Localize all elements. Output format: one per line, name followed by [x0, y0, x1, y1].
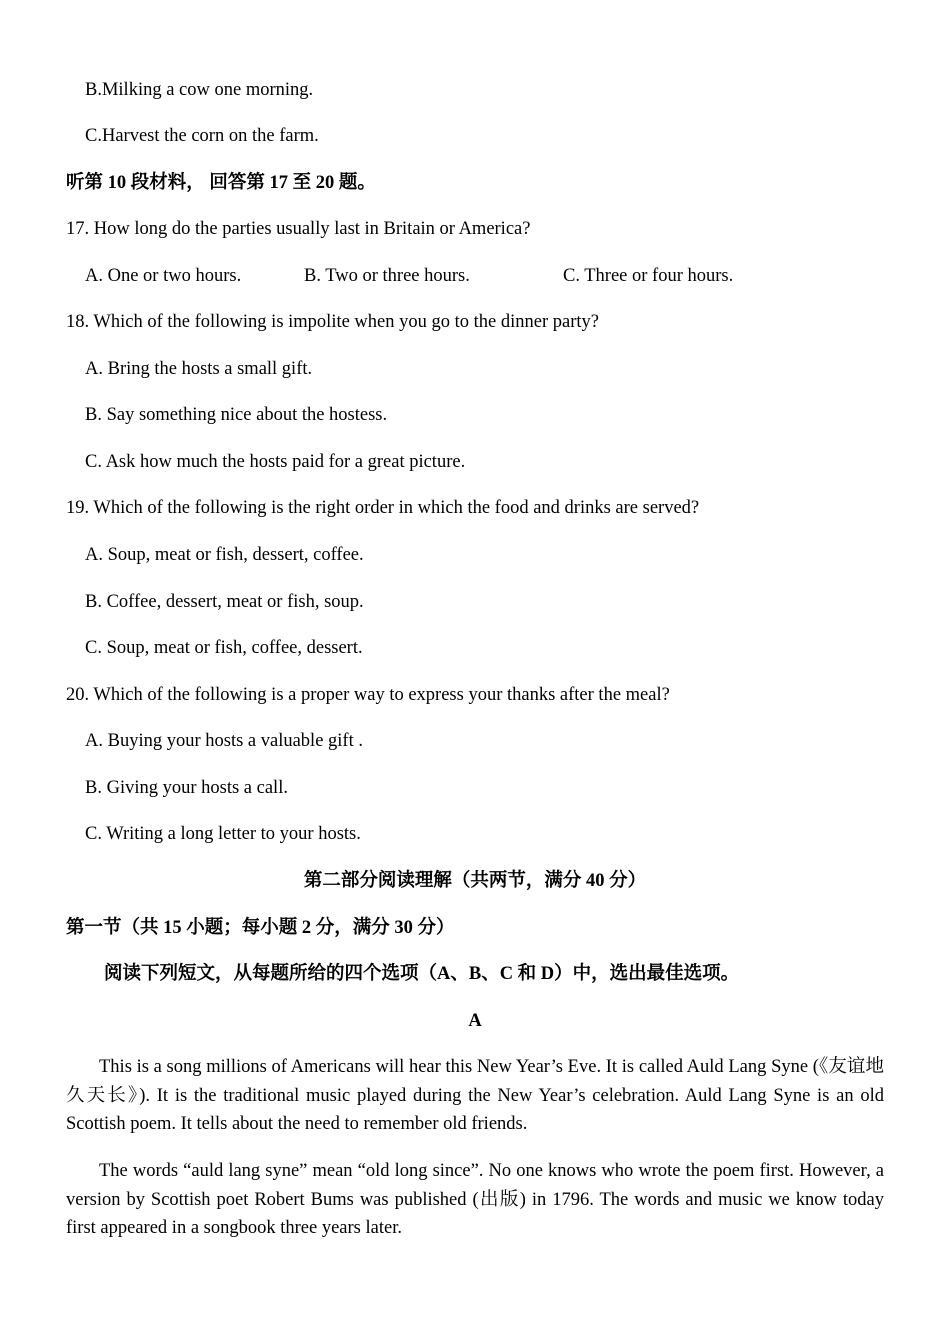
q18-stem: 18. Which of the following is impolite when you go to the dinner party? — [66, 312, 599, 332]
q20-stem: 20. Which of the following is a proper way to express your thanks after the meal? — [66, 685, 670, 705]
q16-option-b: B.Milking a cow one morning. — [85, 80, 314, 100]
q19-option-c: C. Soup, meat or fish, coffee, dessert. — [85, 638, 363, 658]
q18-option-c: C. Ask how much the hosts paid for a great picture. — [85, 452, 466, 472]
part2-title: 第二部分阅读理解（共两节，满分 40 分） — [303, 871, 647, 891]
passage-paragraph-2: The words “auld lang syne” mean “old long since”. No one knows who wrote the poem first. However, a version by Scottish poet Robert Bums was published (出版) in 1796. The words and music we know today first appeared in a songbook three years later. — [66, 1161, 884, 1238]
q19-option-a: A. Soup, meat or fish, dessert, coffee. — [85, 545, 364, 565]
q20-option-c: C. Writing a long letter to your hosts. — [85, 824, 361, 844]
section10-instruction: 听第 10 段材料， 回答第 17 至 20 题。 — [66, 173, 376, 193]
q19-option-b: B. Coffee, dessert, meat or fish, soup. — [85, 592, 364, 612]
q17-option-a: A. One or two hours. — [85, 266, 242, 286]
passage-label: A — [468, 1011, 482, 1031]
section1-title: 第一节（共 15 小题；每小题 2 分，满分 30 分） — [66, 918, 455, 938]
passage-paragraph-1: This is a song millions of Americans will hear this New Year’s Eve. It is called Auld Lang Syne (《友谊地久天长》). It is the traditional music played during the New Year’s celebration. Auld Lang Syne is an old Scottish poem. It tells about the need to remember old friends. — [66, 1057, 884, 1134]
q16-option-c: C.Harvest the corn on the farm. — [85, 126, 319, 146]
q20-option-b: B. Giving your hosts a call. — [85, 778, 288, 798]
q18-option-b: B. Say something nice about the hostess. — [85, 405, 388, 425]
q18-option-a: A. Bring the hosts a small gift. — [85, 359, 313, 379]
reading-instruction: 阅读下列短文，从每题所给的四个选项（A、B、C 和 D）中，选出最佳选项。 — [104, 964, 740, 984]
q19-stem: 19. Which of the following is the right order in which the food and drinks are served? — [66, 498, 700, 518]
q17-options-row — [85, 264, 865, 288]
q20-option-a: A. Buying your hosts a valuable gift . — [85, 731, 363, 751]
q17-stem: 17. How long do the parties usually last in Britain or America? — [66, 219, 531, 239]
q17-option-c: C. Three or four hours. — [563, 266, 734, 286]
q17-option-b: B. Two or three hours. — [304, 266, 470, 286]
